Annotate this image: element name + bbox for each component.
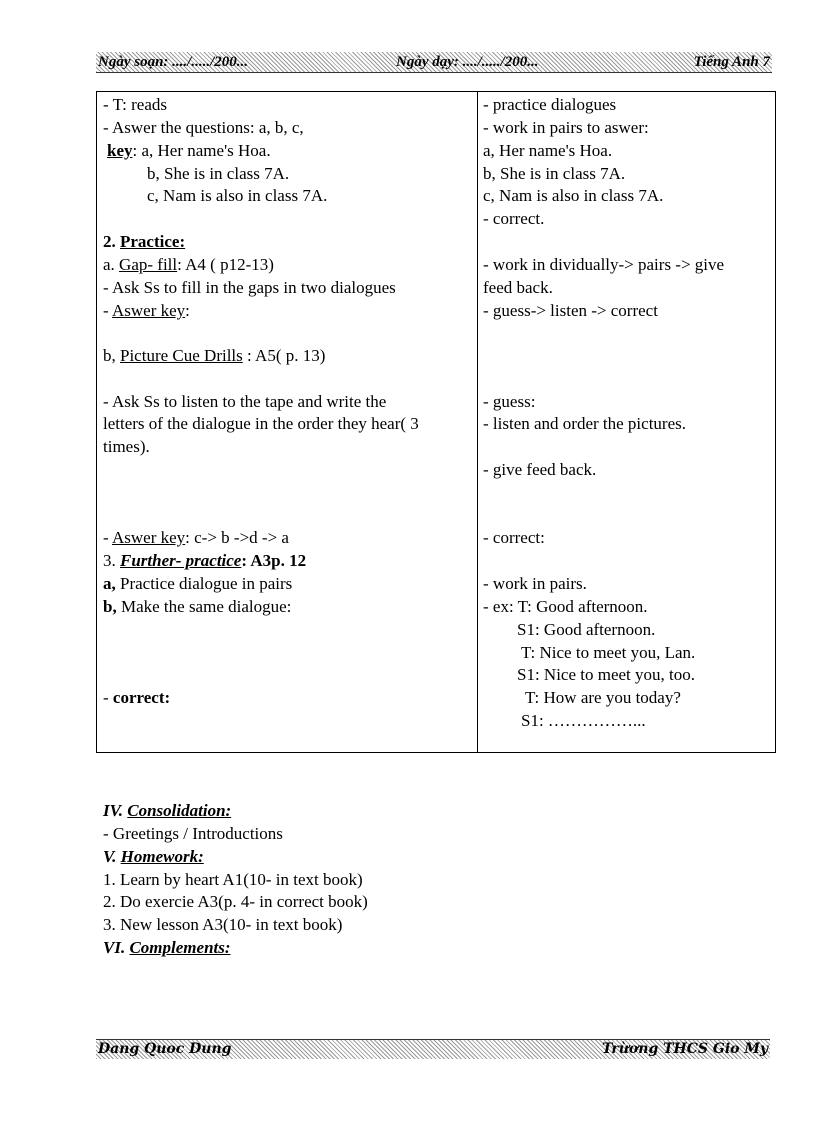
right-line: - work in pairs. <box>483 574 587 593</box>
section-number: IV. <box>103 801 128 820</box>
left-line: - Ask Ss to listen to the tape and write the <box>103 392 387 411</box>
activity-title: Gap- fill <box>119 255 178 274</box>
subject-label: Tiếng Anh 7 <box>693 54 770 70</box>
left-text: - <box>103 688 113 707</box>
section-title: Complements: <box>129 938 231 957</box>
left-line <box>103 345 325 367</box>
column-divider <box>477 92 478 752</box>
right-line: - ex: T: Good afternoon. <box>483 597 648 616</box>
left-text: Make the same dialogue: <box>116 597 292 616</box>
left-text: a. <box>103 255 120 274</box>
page-footer <box>96 1039 770 1059</box>
right-line: - work in dividually-> pairs -> give <box>483 255 725 274</box>
right-line: T: Nice to meet you, Lan. <box>521 643 696 662</box>
right-line: - guess-> listen -> correct <box>483 301 658 320</box>
right-line: - correct. <box>483 209 545 228</box>
footer-author: Dang Quoc Dung <box>98 1041 232 1057</box>
right-line: - practice dialogues <box>483 95 617 114</box>
left-line <box>107 140 271 162</box>
right-line: S1: Nice to meet you, too. <box>517 665 696 684</box>
right-line: - give feed back. <box>483 460 597 479</box>
activity-title: Picture Cue Drills <box>120 346 243 365</box>
left-line <box>103 573 292 595</box>
left-text: a, <box>103 574 116 593</box>
section-title: Consolidation: <box>127 801 232 820</box>
key-label: key <box>107 141 133 160</box>
left-text: correct: <box>112 688 171 707</box>
section-heading-consolidation <box>103 800 231 822</box>
section-heading-complements <box>103 937 231 959</box>
left-text: - <box>103 301 112 320</box>
left-line: - Ask Ss to fill in the gaps in two dialogues <box>103 278 396 297</box>
left-text: : <box>241 551 248 570</box>
right-line: c, Nam is also in class 7A. <box>483 186 664 205</box>
section-heading-further-practice <box>103 550 306 572</box>
left-line <box>103 300 190 322</box>
left-text: - <box>103 528 112 547</box>
section-number: V. <box>103 847 121 866</box>
left-text: A3p. 12 <box>247 551 307 570</box>
left-text: : c-> b ->d -> a <box>185 528 289 547</box>
left-line: c, Nam is also in class 7A. <box>147 186 328 205</box>
right-line: - correct: <box>483 528 545 547</box>
page-header <box>96 52 772 73</box>
left-text: b, <box>103 346 120 365</box>
left-text: : a, Her name's Hoa. <box>132 141 271 160</box>
left-text: b, <box>103 597 117 616</box>
section-number: 3. <box>103 551 120 570</box>
section-heading-practice <box>103 231 185 253</box>
left-line: - Aswer the questions: a, b, c, <box>103 118 304 137</box>
prep-date: Ngày soạn: ..../...../200... <box>98 54 248 70</box>
right-line: S1: Good afternoon. <box>517 620 656 639</box>
section-title: Further- practice <box>120 551 242 570</box>
left-line: b, She is in class 7A. <box>147 164 290 183</box>
left-line <box>103 527 289 549</box>
right-line: - work in pairs to aswer: <box>483 118 649 137</box>
section-title: Homework: <box>120 847 204 866</box>
right-line: - guess: <box>483 392 536 411</box>
left-line: letters of the dialogue in the order they hear( 3 <box>103 414 419 433</box>
left-line <box>103 687 170 709</box>
section-title: Practice: <box>120 232 186 251</box>
right-line: b, She is in class 7A. <box>483 164 626 183</box>
section-number: VI. <box>103 938 130 957</box>
right-line: T: How are you today? <box>525 688 681 707</box>
left-text: : A5( p. 13) <box>242 346 326 365</box>
left-text: Practice dialogue in pairs <box>115 574 293 593</box>
footer-school: Trừơng THCS Gio My <box>601 1041 768 1057</box>
right-line: - listen and order the pictures. <box>483 414 686 433</box>
left-line: - T: reads <box>103 95 167 114</box>
left-text: : A4 ( p12-13) <box>177 255 274 274</box>
teach-date: Ngày dạy: ..../...../200... <box>396 54 539 70</box>
closing-line: 1. Learn by heart A1(10- in text book) <box>103 870 363 889</box>
right-line: a, Her name's Hoa. <box>483 141 613 160</box>
answer-key-label: Aswer key <box>111 528 186 547</box>
section-heading-homework <box>103 846 204 868</box>
right-line: feed back. <box>483 278 553 297</box>
closing-line: 3. New lesson A3(10- in text book) <box>103 915 343 934</box>
answer-key-label: Aswer key <box>111 301 186 320</box>
left-line: times). <box>103 437 150 456</box>
left-line <box>103 254 274 276</box>
closing-line: - Greetings / Introductions <box>103 824 283 843</box>
left-text: : <box>185 301 190 320</box>
section-number: 2. <box>103 232 120 251</box>
closing-line: 2. Do exercie A3(p. 4- in correct book) <box>103 892 368 911</box>
right-line: S1: ……………... <box>521 711 646 730</box>
left-line <box>103 596 291 618</box>
lesson-table <box>96 91 776 753</box>
